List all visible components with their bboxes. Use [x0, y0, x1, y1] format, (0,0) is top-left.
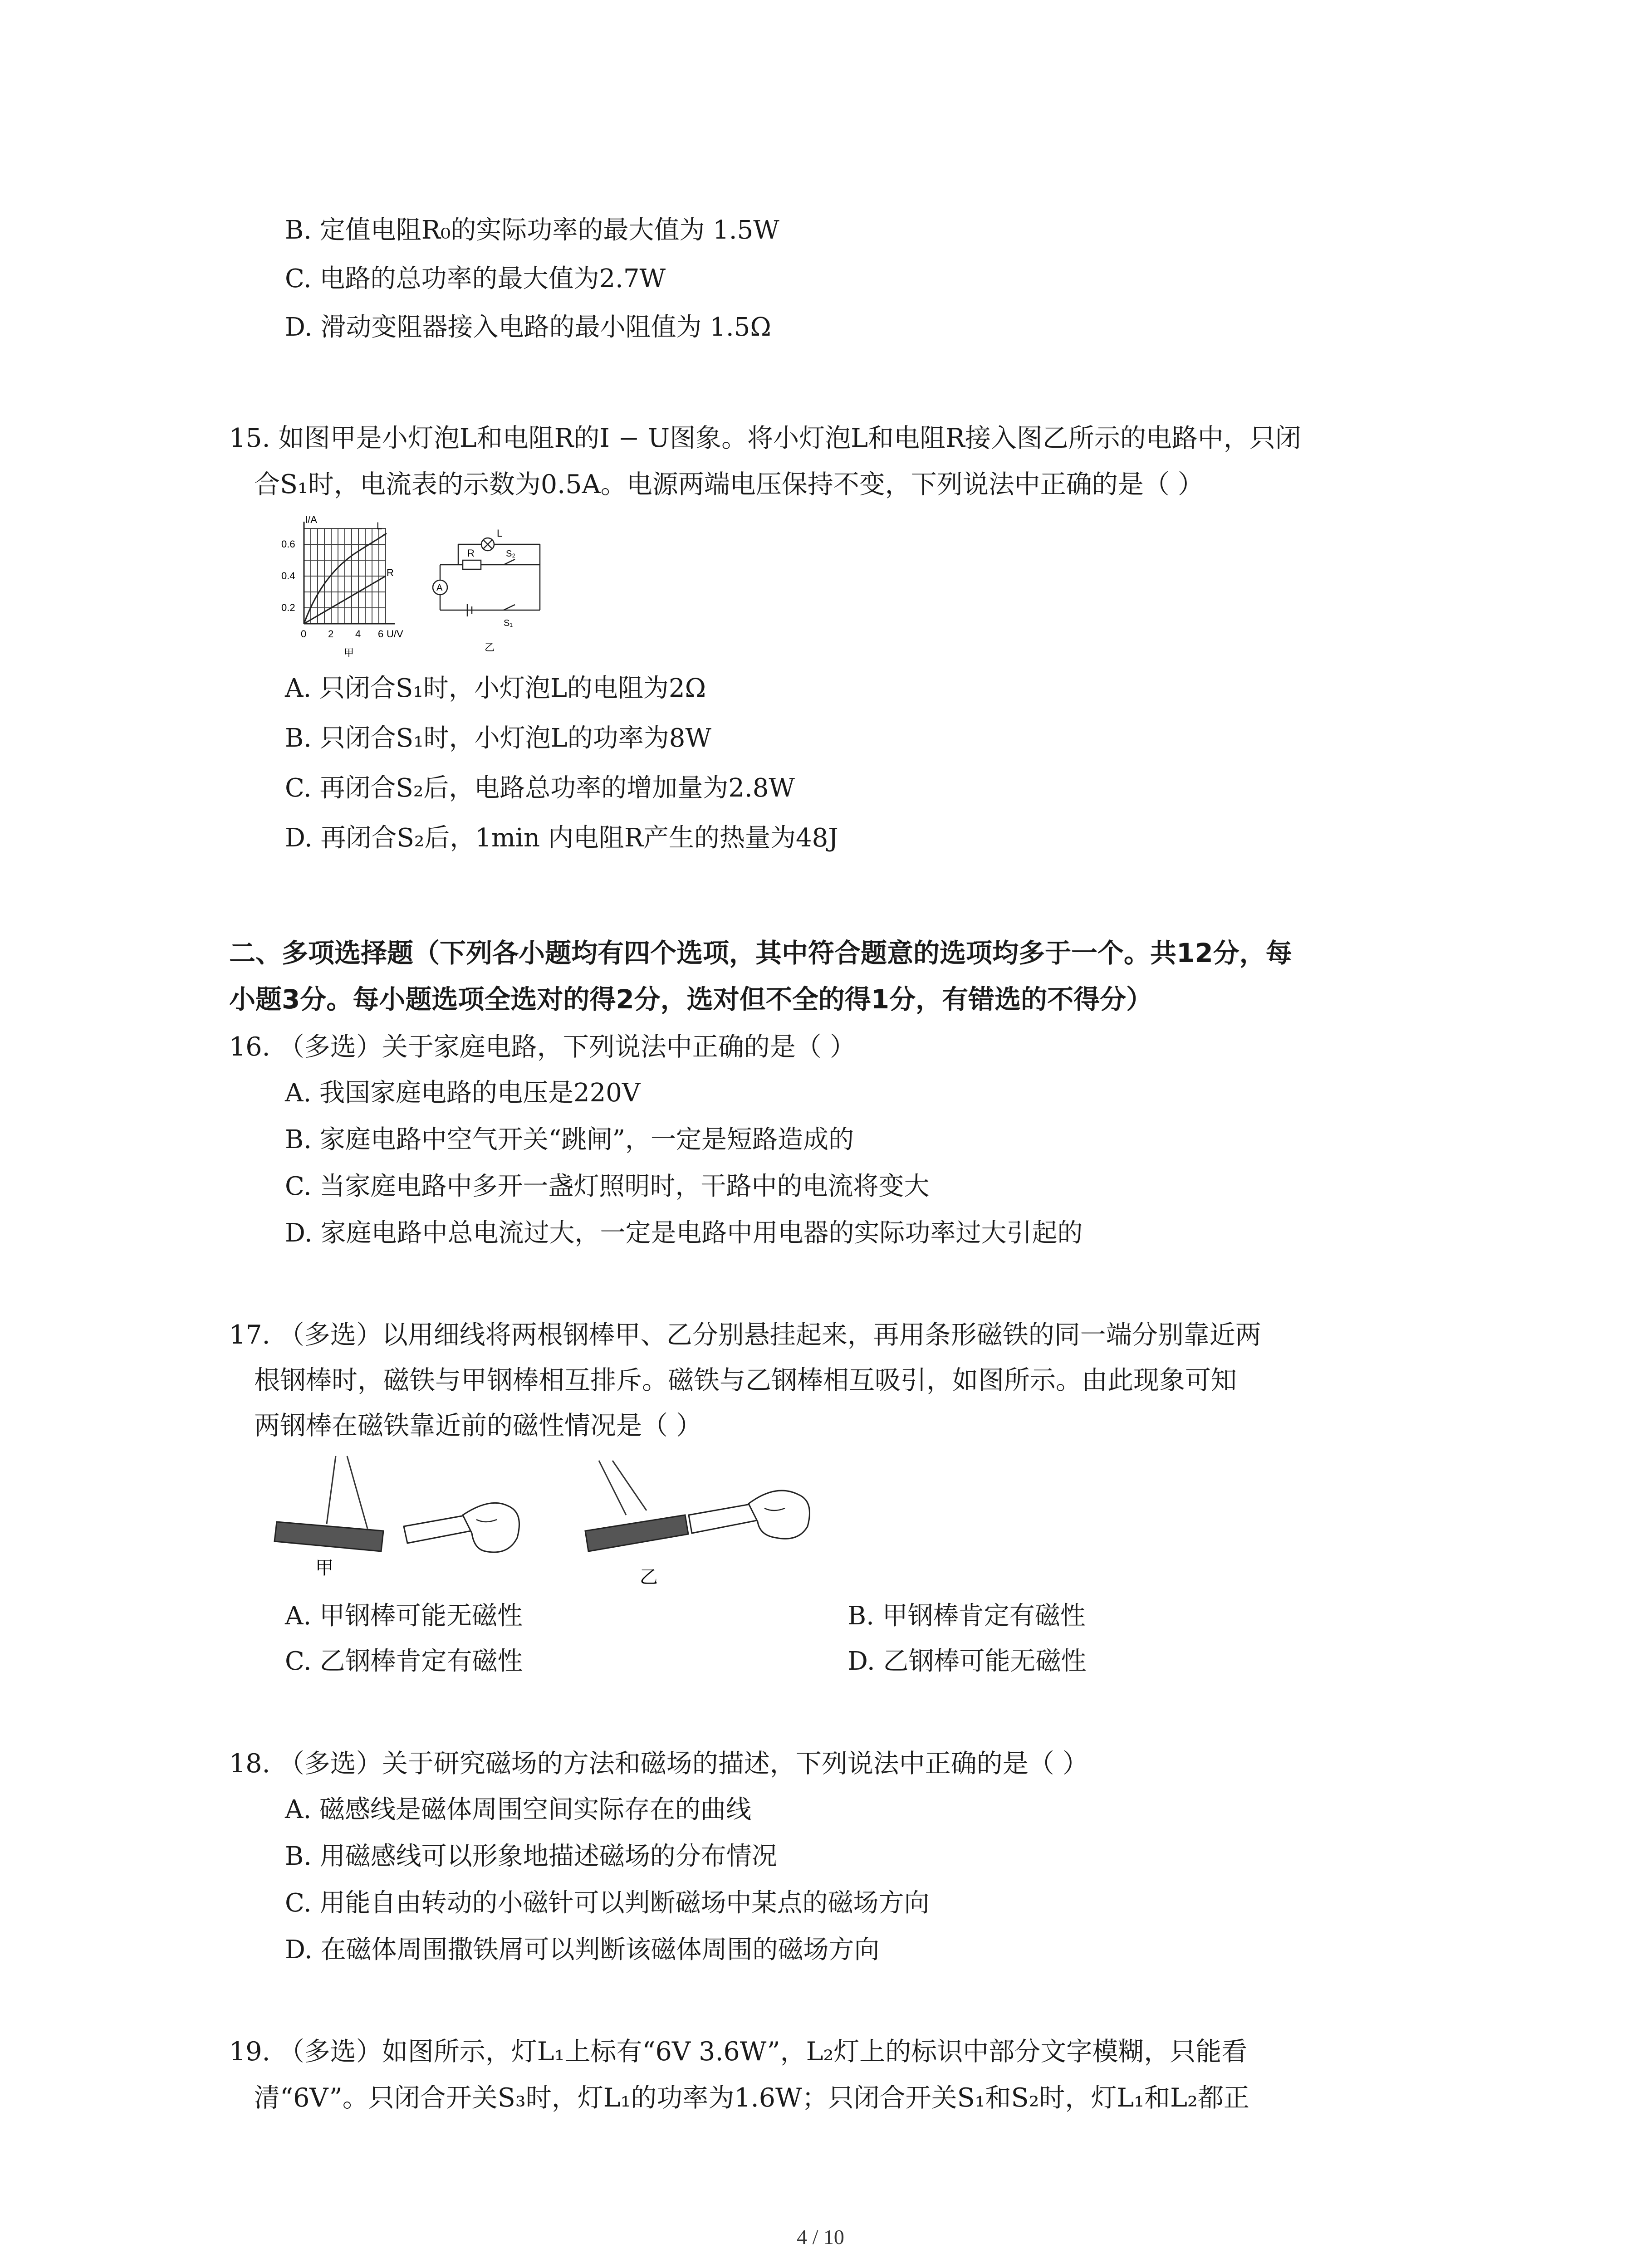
q18-option-a: A. 磁感线是磁体周围空间实际存在的曲线	[285, 1795, 752, 1824]
curve-r-label: R	[387, 567, 394, 578]
circuit-caption: 乙	[485, 642, 495, 653]
graph-x-tick: 2	[328, 628, 334, 640]
q15-figure	[268, 515, 585, 669]
q17-option-b: B. 甲钢棒肯定有磁性	[847, 1601, 1086, 1631]
q17-option-d: D. 乙钢棒可能无磁性	[847, 1647, 1087, 1676]
iu-graph	[304, 528, 386, 624]
graph-x-axis-label: U/V	[387, 628, 403, 640]
q17-stem-line3: 两钢棒在磁铁靠近前的磁性情况是（ ）	[254, 1411, 702, 1441]
q17-option-a: A. 甲钢棒可能无磁性	[285, 1601, 523, 1631]
page-number: 4 / 10	[797, 2225, 844, 2248]
magnet-left	[404, 1503, 519, 1552]
rod-jia	[274, 1456, 383, 1551]
q17-stem-line2: 根钢棒时，磁铁与甲钢棒相互排斥。磁铁与乙钢棒相互吸引，如图所示。由此现象可知	[254, 1365, 1237, 1395]
q18-option-c: C. 用能自由转动的小磁针可以判断磁场中某点的磁场方向	[285, 1888, 930, 1918]
q16-option-c: C. 当家庭电路中多开一盏灯照明时，干路中的电流将变大	[285, 1172, 930, 1201]
section2-heading-line2: 小题3分。每小题选项全选对的得2分，选对但不全的得1分，有错选的不得分）	[229, 984, 1153, 1015]
rod-jia-label: 甲	[315, 1558, 333, 1578]
graph-x-tick: 6	[378, 628, 384, 640]
graph-y-tick: 0.6	[281, 538, 295, 550]
q16-option-b: B. 家庭电路中空气开关“跳闸”，一定是短路造成的	[285, 1125, 854, 1154]
section2-heading-line1: 二、多项选择题（下列各小题均有四个选项，其中符合题意的选项均多于一个。共12分，每	[229, 938, 1292, 968]
magnet-right	[689, 1491, 810, 1539]
q17-stem-line1: 17. （多选）以用细线将两根钢棒甲、乙分别悬挂起来，再用条形磁铁的同一端分别靠近两	[229, 1320, 1261, 1350]
rod-yi	[585, 1461, 688, 1551]
graph-y-tick: 0.2	[281, 602, 295, 613]
graph-x-tick: 0	[301, 628, 307, 640]
circuit-diagram	[433, 538, 540, 616]
q15-option-d: D. 再闭合S₂后，1min 内电阻R产生的热量为48J	[285, 823, 838, 853]
q18-stem: 18. （多选）关于研究磁场的方法和磁场的描述，下列说法中正确的是（ ）	[229, 1749, 1088, 1779]
q14-option-c: C. 电路的总功率的最大值为2.7W	[285, 264, 666, 293]
q15-stem-line1: 15. 如图甲是小灯泡L和电阻R的I − U图象。将小灯泡L和电阻R接入图乙所示的电路中，只闭	[229, 423, 1301, 453]
q15-stem-line2: 合S₁时，电流表的示数为0.5A。电源两端电压保持不变，下列说法中正确的是（ ）	[254, 469, 1204, 499]
q16-option-a: A. 我国家庭电路的电压是220V	[285, 1078, 641, 1108]
resistor-symbol	[463, 560, 481, 569]
graph-caption: 甲	[344, 647, 354, 659]
circuit-lamp-label: L	[497, 528, 503, 539]
q15-option-a: A. 只闭合S₁时，小灯泡L的电阻为2Ω	[285, 674, 706, 703]
graph-y-axis-label: I/A	[305, 515, 317, 525]
rod-yi-label: 乙	[640, 1567, 658, 1587]
q16-option-d: D. 家庭电路中总电流过大，一定是电路中用电器的实际功率过大引起的	[285, 1218, 1083, 1248]
curve-l-label: L	[377, 520, 382, 532]
q19-stem-line2: 清“6V”。只闭合开关S₃时，灯L₁的功率为1.6W；只闭合开关S₁和S₂时，灯L₁和L₂都正	[254, 2083, 1249, 2113]
circuit-ammeter-label: A	[436, 583, 443, 593]
q14-option-b: B. 定值电阻R₀的实际功率的最大值为 1.5W	[285, 215, 779, 245]
q14-option-d: D. 滑动变阻器接入电路的最小阻值为 1.5Ω	[285, 313, 771, 342]
q17-figure	[272, 1447, 839, 1597]
q16-stem: 16. （多选）关于家庭电路，下列说法中正确的是（ ）	[229, 1032, 856, 1062]
circuit-s1-label: S₁	[504, 618, 513, 628]
q18-option-b: B. 用磁感线可以形象地描述磁场的分布情况	[285, 1842, 777, 1871]
circuit-s2-label: S₂	[506, 549, 516, 559]
circuit-resistor-label: R	[467, 547, 475, 559]
q19-stem-line1: 19. （多选）如图所示，灯L₁上标有“6V 3.6W”，L₂灯上的标识中部分文字模糊，只能看	[229, 2037, 1248, 2067]
q18-option-d: D. 在磁体周围撒铁屑可以判断该磁体周围的磁场方向	[285, 1935, 880, 1965]
q15-option-b: B. 只闭合S₁时，小灯泡L的功率为8W	[285, 723, 711, 753]
q17-option-c: C. 乙钢棒肯定有磁性	[285, 1647, 523, 1676]
graph-x-tick: 4	[355, 628, 361, 640]
q15-option-c: C. 再闭合S₂后，电路总功率的增加量为2.8W	[285, 773, 795, 803]
graph-y-tick: 0.4	[281, 570, 295, 582]
